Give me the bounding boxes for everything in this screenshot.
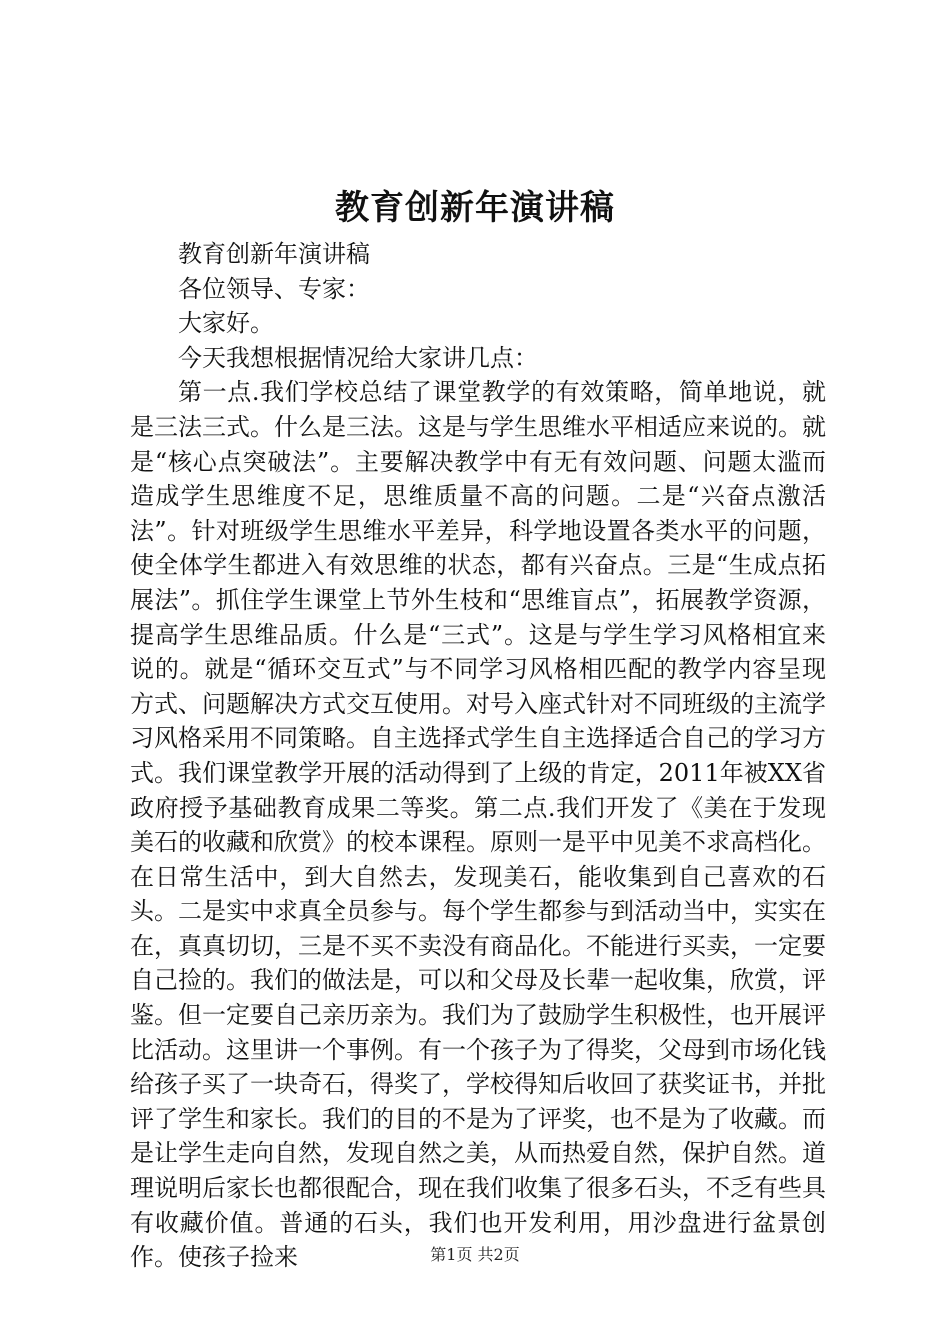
paragraph: 各位领导、专家： <box>178 274 370 303</box>
document-body <box>130 237 826 1275</box>
paragraph: 今天我想根据情况给大家讲几点： <box>178 343 538 372</box>
paragraph: 第一点.我们学校总结了课堂教学的有效策略，简单地说，就是三法三式。什么是三法。这是与学生思维水平相适应来说的。就是“核心点突破法”。主要解决教学中有无有效问题、问题太滥而造成学生思维度不足，思维质量不高的问题。二是“兴奋点激活法”。针对班级学生思维水平差异，科学地设置各类水平的问题，使全体学生都进入有效思维的状态，都有兴奋点。三是“生成点拓展法”。抓住学生课堂上节外生枝和“思维盲点”，拓展教学资源，提高学生思维品质。什么是“三式”。这是与学生学习风格相宜来说的。就是“循环交互式”与不同学习风格相匹配的教学内容呈现方式、问题解决方式交互使用。对号入座式针对不同班级的主流学习风格采用不同策略。自主选择式学生自主选择适合自己的学习方式。我们课堂教学开展的活动得到了上级的肯定，2011年被XX省政府授予基础教育成果二等奖。第二点.我们开发了《美在于发现美石的收藏和欣赏》的校本课程。原则一是平中见美不求高档化。在日常生活中，到大自然去，发现美石，能收集到自己喜欢的石头。二是实中求真全员参与。每个学生都参与到活动当中，实实在在，真真切切，三是不买不卖没有商品化。不能进行买卖，一定要自己捡的。我们的做法是，可以和父母及长辈一起收集，欣赏，评鉴。但一定要自己亲历亲为。我们为了鼓励学生积极性，也开展评比活动。这里讲一个事例。有一个孩子为了得奖，父母到市场化钱给孩子买了一块奇石，得奖了，学校得知后收回了获奖证书，并批评了学生和家长。我们的目的不是为了评奖，也不是为了收藏。而是让学生走向自然，发现自然之美，从而热爱自然，保护自然。道理说明后家长也都很配合，现在我们收集了很多石头，不乏有些具有收藏价值。普通的石头，我们也开发利用，用沙盘进行盆景创作。使孩子捡来 <box>130 378 826 1272</box>
page-footer: 第1页 共2页 <box>430 1245 520 1264</box>
document-title: 教育创新年演讲稿 <box>335 188 615 228</box>
paragraph: 教育创新年演讲稿 <box>178 240 370 268</box>
paragraph: 大家好。 <box>178 309 274 338</box>
